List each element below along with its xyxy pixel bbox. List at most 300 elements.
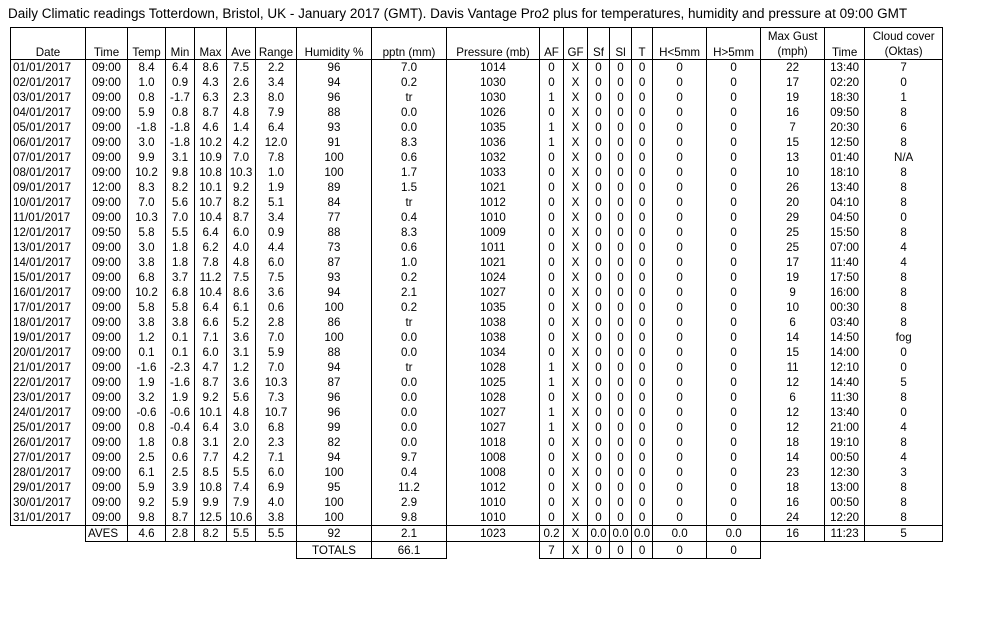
cell-humidity: 84	[297, 195, 372, 210]
cell-pptn: 0.6	[372, 240, 447, 255]
cell-humidity: 87	[297, 255, 372, 270]
cell-gf: X	[564, 75, 588, 90]
cell-gf: X	[564, 360, 588, 375]
cell-cloud-cover: 8	[865, 285, 943, 300]
cell-date: 28/01/2017	[11, 465, 86, 480]
cell-hail-under-5mm: 0	[653, 75, 707, 90]
cell-sl: 0	[610, 435, 632, 450]
cell-cloud-cover: 8	[865, 225, 943, 240]
cell-time: 09:00	[86, 285, 128, 300]
cell-date: 02/01/2017	[11, 75, 86, 90]
cell-gust-time: 17:50	[825, 270, 865, 285]
cell-max: 4.6	[195, 120, 227, 135]
cell-cloud-cover: 8	[865, 480, 943, 495]
cell-sl: 0	[610, 165, 632, 180]
cell-ave: 4.8	[227, 405, 256, 420]
cell-gust-time: 01:40	[825, 150, 865, 165]
cell-af: 0	[540, 180, 564, 195]
cell-gust-time: 00:30	[825, 300, 865, 315]
table-row	[11, 480, 943, 495]
cell-hail-under-5mm: 0	[653, 315, 707, 330]
cell-sl: 0	[610, 75, 632, 90]
cell-min: 0.8	[166, 435, 195, 450]
cell-hail-over-5mm: 0	[707, 270, 761, 285]
cell-gf: X	[564, 195, 588, 210]
cell-gust-time: 00:50	[825, 450, 865, 465]
cell-humidity: 77	[297, 210, 372, 225]
cell-pressure: 1033	[447, 165, 540, 180]
cell-hail-under-5mm: 0	[653, 345, 707, 360]
cell-t: 0	[632, 375, 653, 390]
cell-gf: X	[564, 375, 588, 390]
cell-hail-over-5mm: 0	[707, 420, 761, 435]
cell-date: 16/01/2017	[11, 285, 86, 300]
cell-max-gust: 13	[761, 150, 825, 165]
cell-cloud-cover: 8	[865, 390, 943, 405]
cell-af: 0	[540, 510, 564, 526]
totals-value: 0	[588, 542, 610, 559]
cell-hail-over-5mm: 0	[707, 90, 761, 105]
cell-af: 0	[540, 255, 564, 270]
cell-max: 3.1	[195, 435, 227, 450]
totals-row	[11, 542, 943, 559]
table-row	[11, 195, 943, 210]
cell-temp: 6.8	[128, 270, 166, 285]
cell-date: 23/01/2017	[11, 390, 86, 405]
cell-date: 04/01/2017	[11, 105, 86, 120]
cell-t: 0	[632, 105, 653, 120]
cell-pptn: 0.0	[372, 330, 447, 345]
cell-gf: X	[564, 255, 588, 270]
cell-af: 0	[540, 300, 564, 315]
cell-t: 0	[632, 240, 653, 255]
cell-gust-time: 13:40	[825, 405, 865, 420]
cell-hail-under-5mm: 0	[653, 300, 707, 315]
cell-max: 6.3	[195, 90, 227, 105]
cell-hail-over-5mm: 0	[707, 285, 761, 300]
cell-min: 2.5	[166, 465, 195, 480]
cell-t: 0	[632, 270, 653, 285]
cell-humidity: 93	[297, 120, 372, 135]
cell-max: 9.9	[195, 495, 227, 510]
cell-hail-under-5mm: 0	[653, 360, 707, 375]
cell-hail-under-5mm: 0	[653, 510, 707, 526]
cell-max: 8.6	[195, 60, 227, 76]
cell-hail-under-5mm: 0	[653, 135, 707, 150]
cell-range: 6.0	[256, 255, 297, 270]
cell-hail-over-5mm: 0	[707, 405, 761, 420]
header-cloud-line2: (Oktas)	[884, 45, 923, 58]
cell-max: 8.7	[195, 105, 227, 120]
cell-ave: 4.0	[227, 240, 256, 255]
cell-cloud-cover: 5	[865, 375, 943, 390]
cell-ave: 4.2	[227, 450, 256, 465]
table-row	[11, 495, 943, 510]
cell-max-gust: 12	[761, 375, 825, 390]
cell-cloud-cover: 4	[865, 450, 943, 465]
cell-max: 8.5	[195, 465, 227, 480]
header-ave: Ave	[227, 28, 256, 60]
cell-temp: 7.0	[128, 195, 166, 210]
cell-sl: 0	[610, 105, 632, 120]
cell-sl: 0	[610, 255, 632, 270]
header-cloud-cover	[865, 28, 943, 60]
cell-time: 09:00	[86, 420, 128, 435]
cell-sl: 0	[610, 405, 632, 420]
cell-sl: 0	[610, 495, 632, 510]
cell-t: 0	[632, 435, 653, 450]
header-pptn: pptn (mm)	[372, 28, 447, 60]
cell-sf: 0	[588, 450, 610, 465]
page-title: Daily Climatic readings Totterdown, Bristol, UK - January 2017 (GMT). Davis Vantage Pro2 plus for temperatures, humidity and pressure at 09:00 GMT	[8, 6, 908, 21]
cell-pptn: 0.0	[372, 420, 447, 435]
table-row	[11, 180, 943, 195]
header-pressure: Pressure (mb)	[447, 28, 540, 60]
cell-min: -1.6	[166, 375, 195, 390]
cell-max: 10.1	[195, 405, 227, 420]
cell-gust-time: 14:50	[825, 330, 865, 345]
cell-t: 0	[632, 495, 653, 510]
cell-range: 7.8	[256, 150, 297, 165]
cell-range: 1.0	[256, 165, 297, 180]
aves-value: 0.0	[653, 526, 707, 542]
cell-gf: X	[564, 60, 588, 76]
cell-humidity: 94	[297, 360, 372, 375]
cell-gf: X	[564, 480, 588, 495]
cell-humidity: 99	[297, 420, 372, 435]
cell-gf: X	[564, 150, 588, 165]
cell-t: 0	[632, 300, 653, 315]
cell-sl: 0	[610, 480, 632, 495]
cell-sf: 0	[588, 480, 610, 495]
cell-temp: 5.9	[128, 105, 166, 120]
table-row	[11, 105, 943, 120]
cell-max: 6.4	[195, 420, 227, 435]
cell-time: 09:00	[86, 255, 128, 270]
cell-pressure: 1010	[447, 510, 540, 526]
cell-temp: -0.6	[128, 405, 166, 420]
cell-gust-time: 15:50	[825, 225, 865, 240]
cell-sf: 0	[588, 420, 610, 435]
cell-range: 1.9	[256, 180, 297, 195]
cell-sl: 0	[610, 345, 632, 360]
cell-cloud-cover: 8	[865, 315, 943, 330]
cell-max: 8.7	[195, 375, 227, 390]
cell-gust-time: 13:00	[825, 480, 865, 495]
cell-humidity: 100	[297, 300, 372, 315]
cell-cloud-cover: 0	[865, 210, 943, 225]
aves-value: 5.5	[227, 526, 256, 542]
cell-pressure: 1035	[447, 120, 540, 135]
cell-max-gust: 22	[761, 60, 825, 76]
cell-range: 0.6	[256, 300, 297, 315]
cell-range: 3.6	[256, 285, 297, 300]
cell-af: 1	[540, 120, 564, 135]
totals-value: 0	[707, 542, 761, 559]
cell-range: 6.4	[256, 120, 297, 135]
cell-pressure: 1027	[447, 285, 540, 300]
cell-gust-time: 20:30	[825, 120, 865, 135]
cell-t: 0	[632, 60, 653, 76]
cell-pptn: 0.0	[372, 105, 447, 120]
cell-range: 0.9	[256, 225, 297, 240]
cell-cloud-cover: 8	[865, 300, 943, 315]
cell-cloud-cover: 0	[865, 360, 943, 375]
aves-row	[11, 526, 943, 542]
cell-cloud-cover: 7	[865, 60, 943, 76]
cell-date: 06/01/2017	[11, 135, 86, 150]
cell-hail-over-5mm: 0	[707, 510, 761, 526]
cell-gf: X	[564, 510, 588, 526]
cell-pressure: 1010	[447, 495, 540, 510]
cell-time: 09:00	[86, 510, 128, 526]
cell-max: 7.8	[195, 255, 227, 270]
cell-temp: 8.3	[128, 180, 166, 195]
cell-gf: X	[564, 225, 588, 240]
cell-t: 0	[632, 465, 653, 480]
cell-time: 09:00	[86, 345, 128, 360]
cell-af: 1	[540, 360, 564, 375]
table-row	[11, 240, 943, 255]
header-sf: Sf	[588, 28, 610, 60]
cell-sf: 0	[588, 435, 610, 450]
cell-cloud-cover: 6	[865, 120, 943, 135]
table-row	[11, 150, 943, 165]
cell-range: 3.4	[256, 210, 297, 225]
cell-humidity: 100	[297, 165, 372, 180]
cell-hail-over-5mm: 0	[707, 105, 761, 120]
cell-hail-under-5mm: 0	[653, 165, 707, 180]
cell-min: 1.8	[166, 255, 195, 270]
cell-humidity: 88	[297, 225, 372, 240]
cell-ave: 4.8	[227, 105, 256, 120]
cell-sl: 0	[610, 510, 632, 526]
cell-af: 0	[540, 60, 564, 76]
cell-gf: X	[564, 405, 588, 420]
cell-min: 3.1	[166, 150, 195, 165]
cell-date: 08/01/2017	[11, 165, 86, 180]
table-row	[11, 330, 943, 345]
cell-pressure: 1026	[447, 105, 540, 120]
header-sl: Sl	[610, 28, 632, 60]
header-humidity: Humidity %	[297, 28, 372, 60]
cell-ave: 7.0	[227, 150, 256, 165]
cell-range: 7.1	[256, 450, 297, 465]
cell-sl: 0	[610, 240, 632, 255]
cell-cloud-cover: 3	[865, 465, 943, 480]
aves-value: 11:23	[825, 526, 865, 542]
table-row	[11, 225, 943, 240]
cell-hail-over-5mm: 0	[707, 165, 761, 180]
cell-gust-time: 12:50	[825, 135, 865, 150]
cell-ave: 7.5	[227, 270, 256, 285]
cell-humidity: 89	[297, 180, 372, 195]
cell-time: 09:00	[86, 375, 128, 390]
cell-gf: X	[564, 435, 588, 450]
cell-humidity: 96	[297, 405, 372, 420]
cell-min: 1.9	[166, 390, 195, 405]
cell-hail-under-5mm: 0	[653, 240, 707, 255]
cell-max-gust: 9	[761, 285, 825, 300]
cell-af: 0	[540, 465, 564, 480]
cell-humidity: 82	[297, 435, 372, 450]
cell-max-gust: 17	[761, 75, 825, 90]
cell-sf: 0	[588, 345, 610, 360]
cell-max-gust: 23	[761, 465, 825, 480]
cell-temp: 0.8	[128, 420, 166, 435]
cell-sf: 0	[588, 195, 610, 210]
cell-cloud-cover: 0	[865, 75, 943, 90]
cell-max-gust: 10	[761, 300, 825, 315]
cell-gf: X	[564, 165, 588, 180]
cell-humidity: 96	[297, 60, 372, 76]
table-row	[11, 465, 943, 480]
cell-gust-time: 21:00	[825, 420, 865, 435]
cell-date: 25/01/2017	[11, 420, 86, 435]
cell-gf: X	[564, 450, 588, 465]
cell-max: 10.1	[195, 180, 227, 195]
totals-value: X	[564, 542, 588, 559]
cell-cloud-cover: 8	[865, 270, 943, 285]
cell-temp: 10.3	[128, 210, 166, 225]
cell-sl: 0	[610, 420, 632, 435]
cell-af: 0	[540, 345, 564, 360]
cell-pptn: 0.0	[372, 405, 447, 420]
header-gf: GF	[564, 28, 588, 60]
cell-gust-time: 18:10	[825, 165, 865, 180]
cell-humidity: 96	[297, 390, 372, 405]
cell-max: 7.1	[195, 330, 227, 345]
cell-date: 07/01/2017	[11, 150, 86, 165]
cell-cloud-cover: 1	[865, 90, 943, 105]
cell-sl: 0	[610, 465, 632, 480]
header-max: Max	[195, 28, 227, 60]
cell-pressure: 1014	[447, 60, 540, 76]
cell-date: 15/01/2017	[11, 270, 86, 285]
cell-gf: X	[564, 210, 588, 225]
cell-time: 09:00	[86, 450, 128, 465]
cell-gust-time: 09:50	[825, 105, 865, 120]
cell-ave: 2.6	[227, 75, 256, 90]
cell-time: 09:00	[86, 435, 128, 450]
cell-date: 03/01/2017	[11, 90, 86, 105]
header-cloud-line1: Cloud cover	[872, 30, 935, 43]
cell-sl: 0	[610, 450, 632, 465]
cell-max-gust: 18	[761, 435, 825, 450]
cell-sf: 0	[588, 90, 610, 105]
cell-t: 0	[632, 330, 653, 345]
cell-af: 0	[540, 315, 564, 330]
cell-hail-under-5mm: 0	[653, 390, 707, 405]
cell-t: 0	[632, 120, 653, 135]
cell-sf: 0	[588, 135, 610, 150]
cell-pptn: 2.1	[372, 285, 447, 300]
cell-max-gust: 15	[761, 345, 825, 360]
cell-pressure: 1012	[447, 195, 540, 210]
cell-time: 09:00	[86, 270, 128, 285]
cell-range: 4.0	[256, 495, 297, 510]
table-row	[11, 405, 943, 420]
cell-range: 2.2	[256, 60, 297, 76]
cell-date: 27/01/2017	[11, 450, 86, 465]
aves-value: 0.0	[632, 526, 653, 542]
cell-max-gust: 25	[761, 225, 825, 240]
table-row	[11, 210, 943, 225]
cell-ave: 8.6	[227, 285, 256, 300]
cell-date: 19/01/2017	[11, 330, 86, 345]
cell-gf: X	[564, 270, 588, 285]
cell-time: 09:00	[86, 90, 128, 105]
cell-date: 30/01/2017	[11, 495, 86, 510]
cell-time: 09:00	[86, 495, 128, 510]
table-row	[11, 420, 943, 435]
cell-max-gust: 16	[761, 495, 825, 510]
totals-value: 0	[632, 542, 653, 559]
cell-date: 11/01/2017	[11, 210, 86, 225]
cell-pressure: 1012	[447, 480, 540, 495]
cell-t: 0	[632, 450, 653, 465]
cell-range: 12.0	[256, 135, 297, 150]
cell-date: 18/01/2017	[11, 315, 86, 330]
cell-temp: 1.0	[128, 75, 166, 90]
cell-max: 10.7	[195, 195, 227, 210]
cell-sl: 0	[610, 225, 632, 240]
cell-pptn: 0.2	[372, 300, 447, 315]
header-af: AF	[540, 28, 564, 60]
cell-max-gust: 6	[761, 390, 825, 405]
cell-gf: X	[564, 105, 588, 120]
cell-hail-over-5mm: 0	[707, 315, 761, 330]
cell-temp: 3.2	[128, 390, 166, 405]
cell-humidity: 94	[297, 75, 372, 90]
cell-max: 10.4	[195, 285, 227, 300]
cell-pressure: 1027	[447, 420, 540, 435]
cell-ave: 6.1	[227, 300, 256, 315]
cell-range: 4.4	[256, 240, 297, 255]
cell-af: 0	[540, 225, 564, 240]
cell-max: 10.8	[195, 165, 227, 180]
aves-value: 5.5	[256, 526, 297, 542]
cell-af: 0	[540, 495, 564, 510]
cell-range: 7.0	[256, 360, 297, 375]
cell-gust-time: 12:10	[825, 360, 865, 375]
cell-sl: 0	[610, 60, 632, 76]
cell-pressure: 1034	[447, 345, 540, 360]
cell-ave: 3.6	[227, 375, 256, 390]
cell-af: 0	[540, 75, 564, 90]
cell-time: 09:00	[86, 75, 128, 90]
cell-temp: 10.2	[128, 165, 166, 180]
cell-gust-time: 04:50	[825, 210, 865, 225]
cell-max: 9.2	[195, 390, 227, 405]
cell-max: 7.7	[195, 450, 227, 465]
header-gust-time: Time	[825, 28, 865, 60]
cell-max: 4.7	[195, 360, 227, 375]
cell-pptn: 9.7	[372, 450, 447, 465]
cell-pressure: 1030	[447, 75, 540, 90]
cell-max: 10.9	[195, 150, 227, 165]
cell-humidity: 94	[297, 285, 372, 300]
cell-pptn: tr	[372, 195, 447, 210]
cell-pptn: 0.2	[372, 75, 447, 90]
cell-range: 7.0	[256, 330, 297, 345]
cell-range: 10.7	[256, 405, 297, 420]
cell-t: 0	[632, 480, 653, 495]
cell-min: -0.4	[166, 420, 195, 435]
cell-max-gust: 12	[761, 405, 825, 420]
cell-cloud-cover: 0	[865, 345, 943, 360]
cell-t: 0	[632, 360, 653, 375]
